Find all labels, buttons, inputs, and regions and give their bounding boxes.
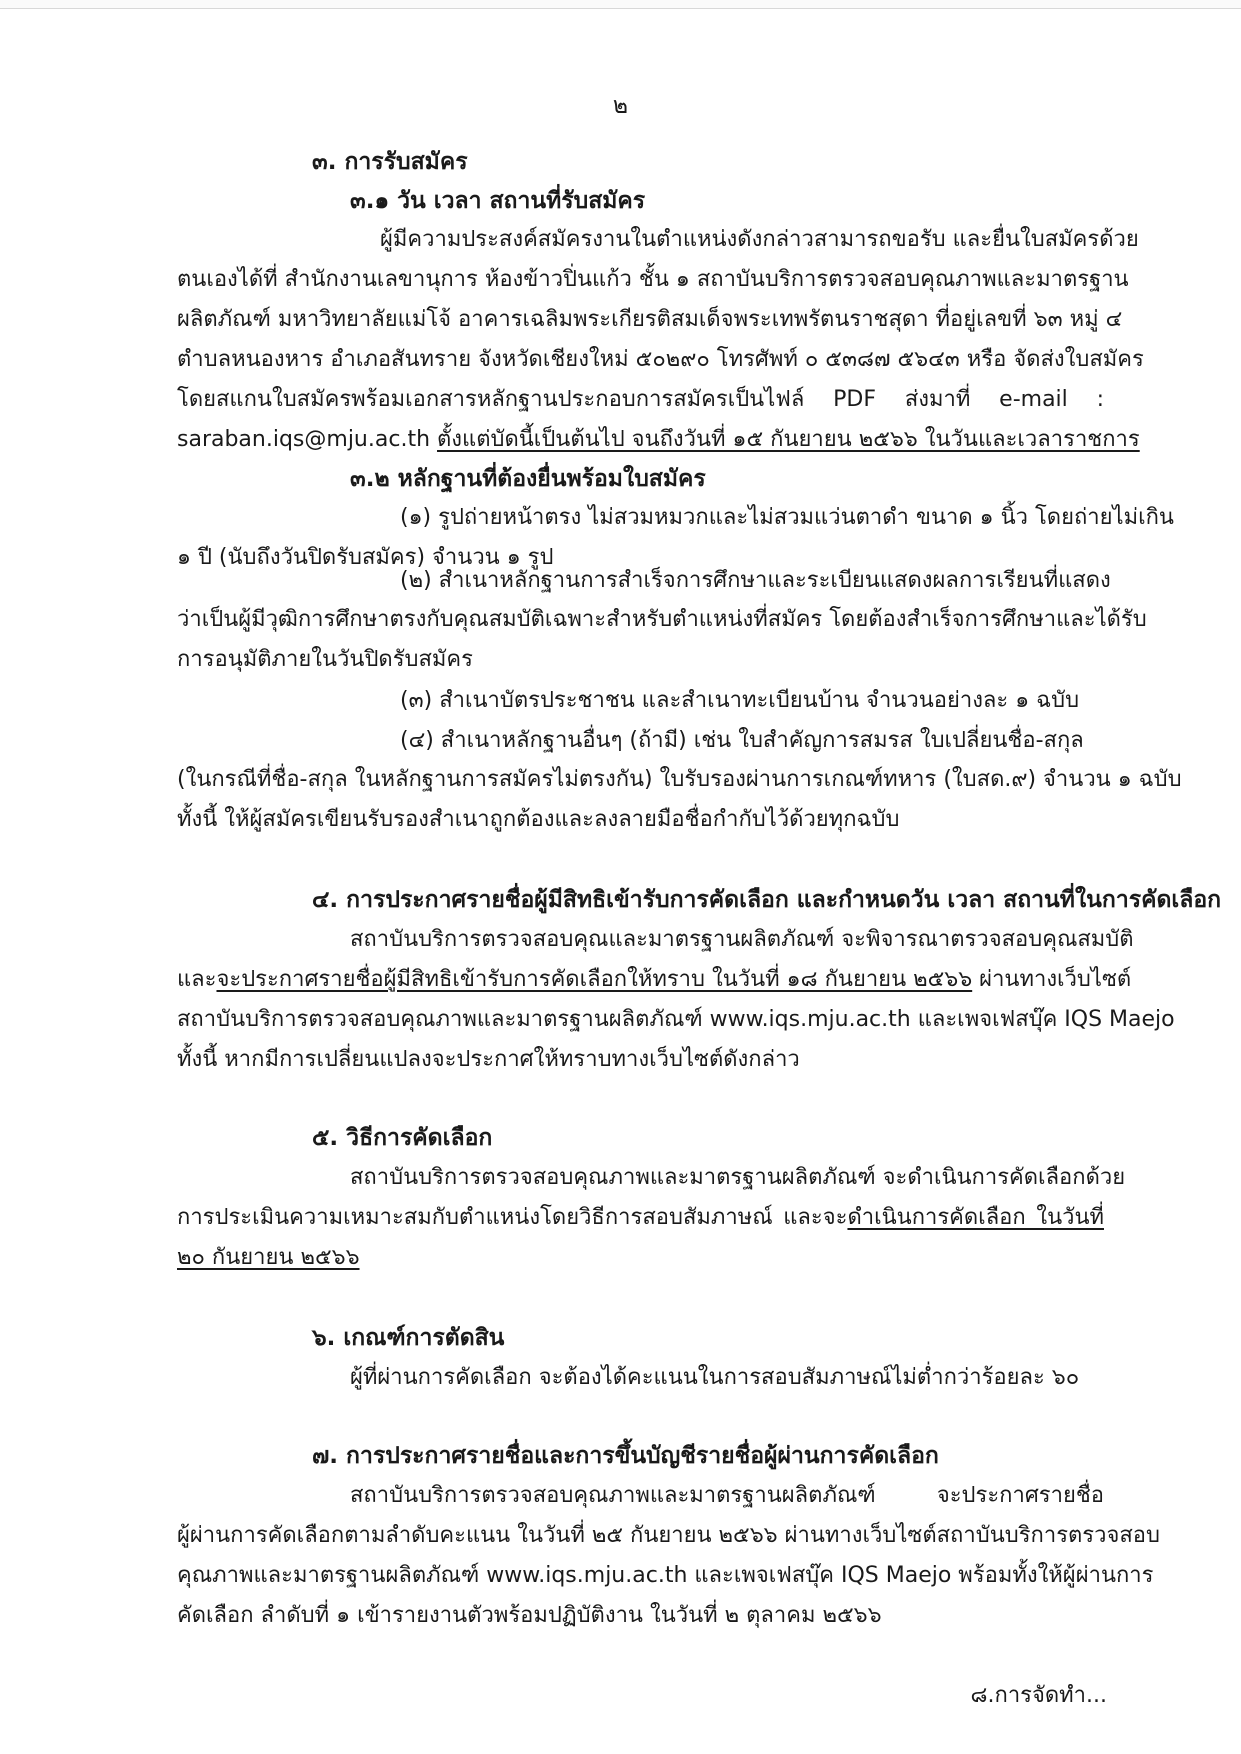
section-7-heading: ๗. การประกาศรายชื่อและการขึ้นบัญชีรายชื่อผู้ผ่านการคัดเลือก <box>312 1443 939 1469</box>
document-item-2-cont: การอนุมัติภายในวันปิดรับสมัคร <box>177 647 473 672</box>
section-7-line: คุณภาพและมาตรฐานผลิตภัณฑ์ www.iqs.mju.ac.th และเพจเฟสบุ๊ค IQS Maejo พร้อมทั้งให้ผู้ผ่านการ <box>177 1563 1154 1588</box>
document-item-4-cont: ทั้งนี้ ให้ผู้สมัครเขียนรับรองสำเนาถูกต้องและลงลายมือชื่อกำกับไว้ด้วยทุกฉบับ <box>177 807 900 832</box>
document-item-2-cont: ว่าเป็นผู้มีวุฒิการศึกษาตรงกับคุณสมบัติเฉพาะสำหรับตำแหน่งที่สมัคร โดยต้องสำเร็จการศึกษาและได้รับ <box>177 607 1147 632</box>
section-6-line: ผู้ที่ผ่านการคัดเลือก จะต้องได้คะแนนในการสอบสัมภาษณ์ไม่ต่ำกว่าร้อยละ ๖๐ <box>350 1365 1080 1390</box>
email-address: saraban.iqs@mju.ac.th <box>177 427 438 452</box>
section-6-heading: ๖. เกณฑ์การตัดสิน <box>312 1325 505 1351</box>
section-3-1-line: โดยสแกนใบสมัครพร้อมเอกสารหลักฐานประกอบการสมัครเป็นไฟล์ PDF ส่งมาที่ e-mail : <box>177 387 1104 412</box>
selection-date-cont: ๒๐ กันยายน ๒๕๖๖ <box>177 1245 360 1270</box>
candidate-list-announcement: จะประกาศรายชื่อผู้มีสิทธิเข้ารับการคัดเลือกให้ทราบ ในวันที่ ๑๘ กันยายน ๒๕๖๖ <box>216 967 973 992</box>
section-3-1-line: ผลิตภัณฑ์ มหาวิทยาลัยแม่โจ้ อาคารเฉลิมพระเกียรติสมเด็จพระเทพรัตนราชสุดา ที่อยู่เลขที่ ๖๓ หมู่ ๔ <box>177 307 1123 332</box>
document-item-4-cont: (ในกรณีที่ชื่อ-สกุล ในหลักฐานการสมัครไม่ตรงกัน) ใบรับรองผ่านการเกณฑ์ทหาร (ใบสด.๙) จำนวน ๑ ฉบับ <box>177 767 1182 792</box>
document-item-2: (๒) สำเนาหลักฐานการสำเร็จการศึกษาและระเบียนแสดงผลการเรียนที่แสดง <box>400 568 1111 593</box>
section-5-line: สถาบันบริการตรวจสอบคุณภาพและมาตรฐานผลิตภัณฑ์ จะดำเนินการคัดเลือกด้วย <box>350 1165 1126 1190</box>
section-7-line: ผู้ผ่านการคัดเลือกตามลำดับคะแนน ในวันที่ ๒๕ กันยายน ๒๕๖๖ ผ่านทางเว็บไซต์สถาบันบริการตรวจสอบ <box>177 1523 1160 1548</box>
section-4-line: สถาบันบริการตรวจสอบคุณและมาตรฐานผลิตภัณฑ์ จะพิจารณาตรวจสอบคุณสมบัติ <box>350 927 1134 952</box>
section-7-line: สถาบันบริการตรวจสอบคุณภาพและมาตรฐานผลิตภัณฑ์ จะประกาศรายชื่อ <box>350 1483 1104 1508</box>
section-3-1-last-line <box>177 420 1140 460</box>
section-3-1-line: ตนเองได้ที่ สำนักงานเลขานุการ ห้องข้าวปิ่นแก้ว ชั้น ๑ สถาบันบริการตรวจสอบคุณภาพและมาตรฐาน <box>177 267 1129 292</box>
section-7-line: คัดเลือก ลำดับที่ ๑ เข้ารายงานตัวพร้อมปฏิบัติงาน ในวันที่ ๒ ตุลาคม ๒๕๖๖ <box>177 1603 882 1628</box>
section-4-line: สถาบันบริการตรวจสอบคุณภาพและมาตรฐานผลิตภัณฑ์ www.iqs.mju.ac.th และเพจเฟสบุ๊ค IQS Maejo <box>177 1007 1175 1032</box>
document-item-1-cont: ๑ ปี (นับถึงวันปิดรับสมัคร) จำนวน ๑ รูป <box>177 545 554 570</box>
section-5-heading: ๕. วิธีการคัดเลือก <box>312 1125 493 1151</box>
document-item-1: (๑) รูปถ่ายหน้าตรง ไม่สวมหมวกและไม่สวมแว่นตาดำ ขนาด ๑ นิ้ว โดยถ่ายไม่เกิน <box>400 505 1174 530</box>
section-3-heading: ๓. การรับสมัคร <box>312 149 468 175</box>
section-4-heading: ๔. การประกาศรายชื่อผู้มีสิทธิเข้ารับการคัดเลือก และกำหนดวัน เวลา สถานที่ในการคัดเลือก <box>312 887 1222 913</box>
section-4-line: ทั้งนี้ หากมีการเปลี่ยนแปลงจะประกาศให้ทราบทางเว็บไซต์ดังกล่าว <box>177 1047 800 1072</box>
document-item-4: (๔) สำเนาหลักฐานอื่นๆ (ถ้ามี) เช่น ใบสำคัญการสมรส ใบเปลี่ยนชื่อ-สกุล <box>400 728 1084 753</box>
application-period: ตั้งแต่บัดนี้เป็นต้นไป จนถึงวันที่ ๑๕ กันยายน ๒๕๖๖ ในวันและเวลาราชการ <box>437 427 1140 452</box>
section-4-line: และจะประกาศรายชื่อผู้มีสิทธิเข้ารับการคัดเลือกให้ทราบ ในวันที่ ๑๘ กันยายน ๒๕๖๖ ผ่านทางเว็บไซต์ <box>177 967 1132 992</box>
page-number: ๒ <box>612 93 629 119</box>
next-page-reference: ๘.การจัดทำ... <box>970 1683 1107 1708</box>
section-3-2-heading: ๓.๒ หลักฐานที่ต้องยื่นพร้อมใบสมัคร <box>350 466 706 492</box>
selection-date: ดำเนินการคัดเลือก ในวันที่ <box>847 1205 1104 1230</box>
page-top-edge <box>0 0 1241 9</box>
section-5-line: การประเมินความเหมาะสมกับตำแหน่งโดยวิธีการสอบสัมภาษณ์ และจะดำเนินการคัดเลือก ในวันที่ <box>177 1205 1104 1230</box>
section-3-1-heading: ๓.๑ วัน เวลา สถานที่รับสมัคร <box>350 188 646 214</box>
section-3-1-line: ตำบลหนองหาร อำเภอสันทราย จังหวัดเชียงใหม่ ๕๐๒๙๐ โทรศัพท์ ๐ ๕๓๘๗ ๕๖๔๓ หรือ จัดส่งใบสมัคร <box>177 347 1144 372</box>
section-3-1-line: ผู้มีความประสงค์สมัครงานในตำแหน่งดังกล่าวสามารถขอรับ และยื่นใบสมัครด้วย <box>380 227 1139 252</box>
document-item-3: (๓) สำเนาบัตรประชาชน และสำเนาทะเบียนบ้าน จำนวนอย่างละ ๑ ฉบับ <box>400 688 1080 713</box>
